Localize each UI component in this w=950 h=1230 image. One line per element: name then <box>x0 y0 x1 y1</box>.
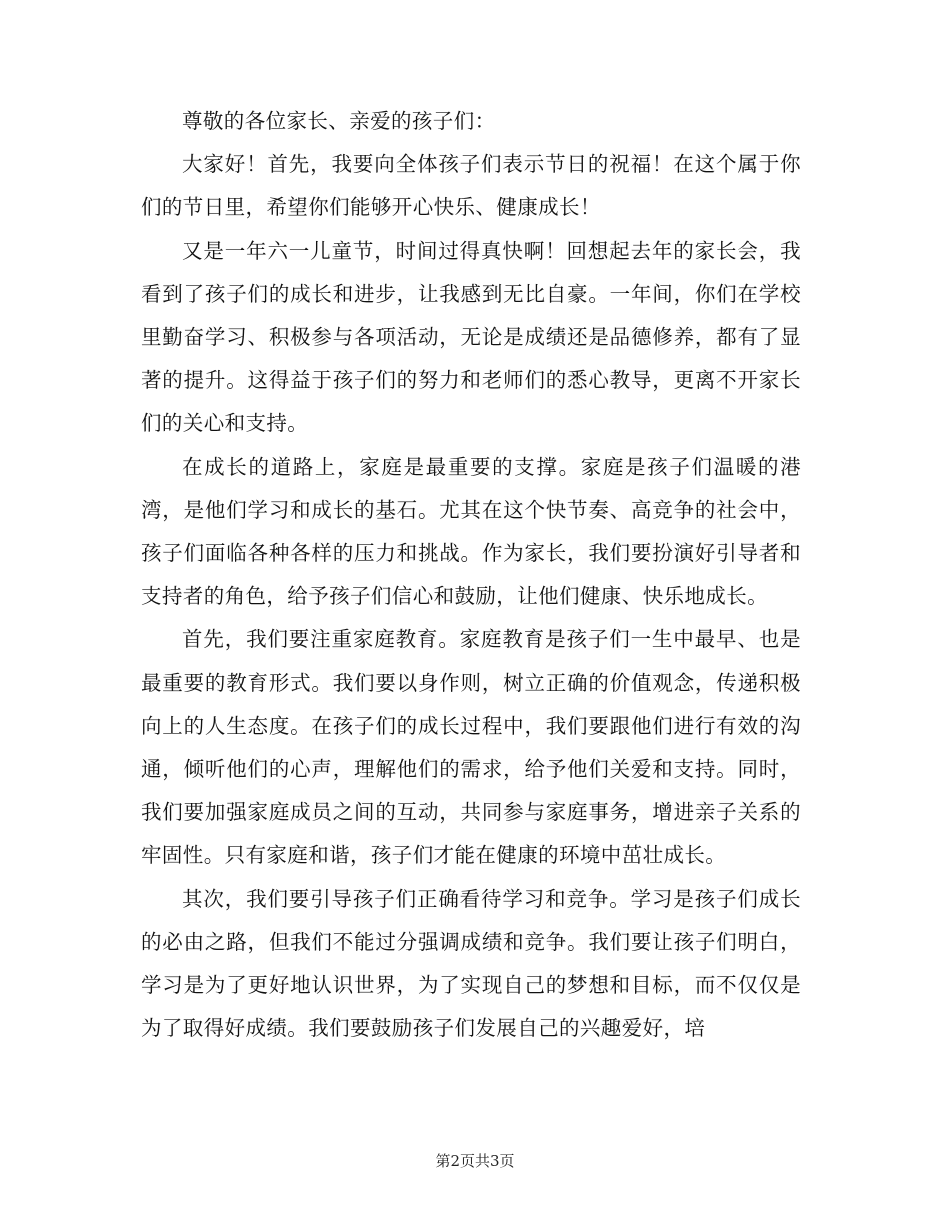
paragraph-education: 首先，我们要注重家庭教育。家庭教育是孩子们一生中最早、也是最重要的教育形式。我们要以身作则，树立正确的价值观念，传递积极向上的人生态度。在孩子们的成长过程中，我们要跟他们进行有效的沟通，倾听他们的心声，理解他们的需求，给予他们关爱和支持。同时，我们要加强家庭成员之间的互动，共同参与家庭事务，增进亲子关系的牢固性。只有家庭和谐，孩子们才能在健康的环境中茁壮成长。 <box>141 627 801 868</box>
paragraph-review: 又是一年六一儿童节，时间过得真快啊！回想起去年的家长会，我看到了孩子们的成长和进步，让我感到无比自豪。一年间，你们在学校里勤奋学习、积极参与各项活动，无论是成绩还是品德修养，都有了显著的提升。这得益于孩子们的努力和老师们的悉心教导，更离不开家长们的关心和支持。 <box>141 238 801 436</box>
paragraph-family: 在成长的道路上，家庭是最重要的支撑。家庭是孩子们温暖的港湾，是他们学习和成长的基石。尤其在这个快节奏、高竞争的社会中，孩子们面临各种各样的压力和挑战。作为家长，我们要扮演好引导者和支持者的角色，给予孩子们信心和鼓励，让他们健康、快乐地成长。 <box>141 454 801 609</box>
document-page <box>141 100 801 1050</box>
paragraph-learning: 其次，我们要引导孩子们正确看待学习和竞争。学习是孩子们成长的必由之路，但我们不能过分强调成绩和竞争。我们要让孩子们明白，学习是为了更好地认识世界，为了实现自己的梦想和目标，而不仅仅是为了取得好成绩。我们要鼓励孩子们发展自己的兴趣爱好，培 <box>141 886 801 1041</box>
page-number: 第2页共3页 <box>435 1152 515 1170</box>
paragraph-greeting: 大家好！首先，我要向全体孩子们表示节日的祝福！在这个属于你们的节日里，希望你们能够开心快乐、健康成长！ <box>141 152 801 220</box>
salutation: 尊敬的各位家长、亲爱的孩子们： <box>182 109 496 133</box>
